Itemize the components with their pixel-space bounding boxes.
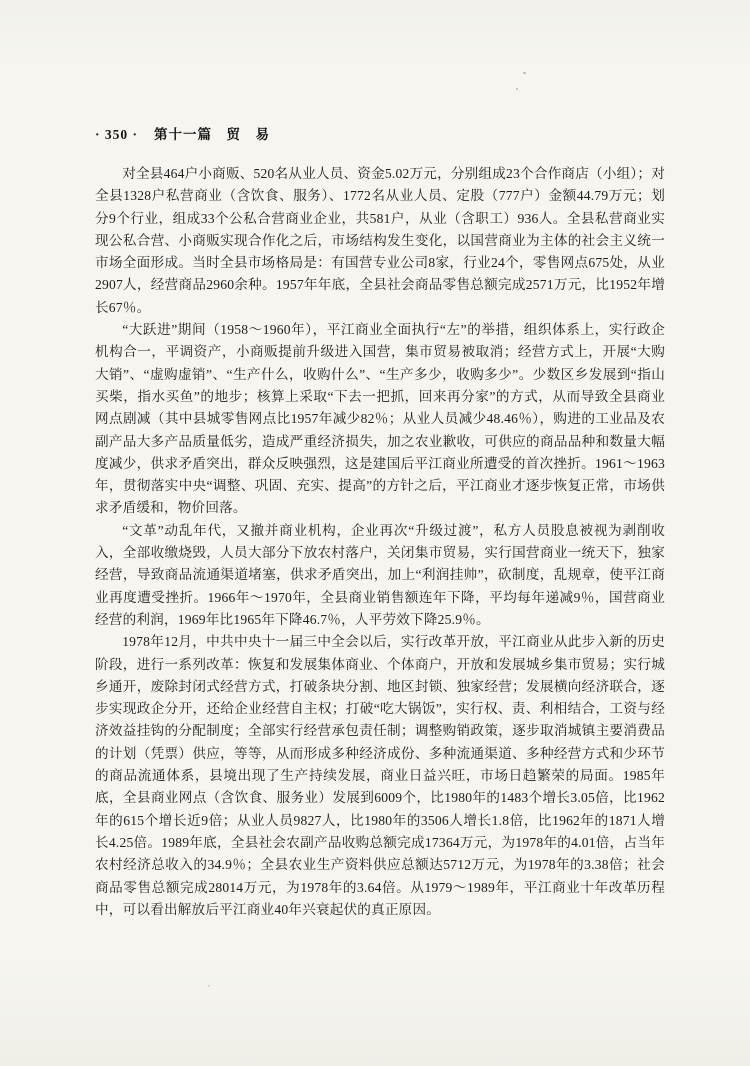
body-paragraph: 1978年12月，中共中央十一届三中全会以后，实行改革开放，平江商业从此步入新的历史阶段，进行一系列改革：恢复和发展集体商业、个体商户，开放和发展城乡集市贸易；实行城乡通开，废除封闭式经营方式，打破条块分割、地区封锁、独家经营；发展横向经济联合，逐步实现政企分开，还给企业经营自主权；打破“吃大锅饭”，实行权、责、利相结合，工资与经济效益挂钩的分配制度；全部实行经营承包责任制；调整购销政策，逐步取消城镇主要消费品的计划（凭票）供应，等等，从而形成多种经济成份、多种流通渠道、多种经营方式和少环节的商品流通体系，县境出现了生产持续发展，商业日益兴旺，市场日趋繁荣的局面。1985年底，全县商业网点（含饮食、服务业）发展到6009个，比1980年的1483个增长3.05倍，比1962年的615个增长近9倍；从业人员9827人，比1980年的3506人增长1.8倍，比1962年的1871人增长4.25倍。1989年底，全县社会农副产品收购总额完成17364万元，为1978年的4.01倍，占当年农村经济总收入的34.9％；全县农业生产资料供应总额达5712万元，为1978年的3.38倍；社会商品零售总额完成28014万元，为1978年的3.64倍。从1979～1989年，平江商业十年改革历程中，可以看出解放后平江商业40年兴衰起伏的真正原因。 [95, 634, 665, 917]
body-paragraph: “大跃进”期间（1958～1960年），平江商业全面执行“左”的举措，组织体系上，实行政企机构合一，平调资产，小商贩提前升级进入国营，集市贸易被取消；经营方式上，开展“大购大销”、“虚购虚销”、“生产什么，收购什么”、“生产多少，收购多少”。少数区乡发展到“指山买柴，指水买鱼”的地步；核算上采取“下去一把抓，回来再分家”的方式，从而导致全县商业网点剧减（其中县城零售网点比1957年减少82％；从业人员减少48.46％），购进的工业品及农副产品大多产品质量低劣，造成严重经济损失，加之农业歉收，可供应的商品品种和数量大幅度减少，供求矛盾突出，群众反映强烈，这是建国后平江商业所遭受的首次挫折。1961～1963年，贯彻落实中央“调整、巩固、充实、提高”的方针之后，平江商业才逐步恢复正常，市场供求矛盾缓和，物价回落。 [95, 322, 665, 516]
body-paragraph: 对全县464户小商贩、520名从业人员、资金5.02万元，分别组成23个合作商店（小组）；对全县1328户私营商业（含饮食、服务）、1772名从业人员、定股（777户）金额44.79万元；划分9个行业，组成33个公私合营商业企业，共581户，从业（含职工）936人。全县私营商业实现公私合营、小商贩实现合作化之后，市场结构发生变化，以国营商业为主体的社会主义统一市场全面形成。当时全县市场格局是：有国营专业公司8家，行业24个，零售网点675处，从业2907人，经营商品2960余种。1957年年底，全县社会商品零售总额完成2571万元，比1952年增长67％。 [95, 166, 665, 315]
page-header [95, 123, 665, 143]
scan-speck [523, 72, 526, 74]
document-body [95, 163, 665, 921]
body-paragraph: “文革”动乱年代，又撤并商业机构，企业再次“升级过渡”，私方人员股息被视为剥削收入，全部收缴烧毁，人员大部分下放农村落户，关闭集市贸易，实行国营商业一统天下，独家经营，导致商品流通渠道堵塞，供求矛盾突出，加上“利润挂帅”，砍制度，乱规章，使平江商业再度遭受挫折。1966年～1970年，全县商业销售额连年下降，平均每年递减9％，国营商业经营的利润，1969年比1965年下降46.7％，人平劳效下降25.9％。 [95, 522, 665, 627]
page-content [95, 123, 665, 921]
scan-speck [208, 985, 210, 987]
page-number: · 350 · [95, 127, 139, 142]
scan-speck [516, 88, 518, 90]
section-title: 第十一篇 贸 易 [154, 127, 271, 142]
